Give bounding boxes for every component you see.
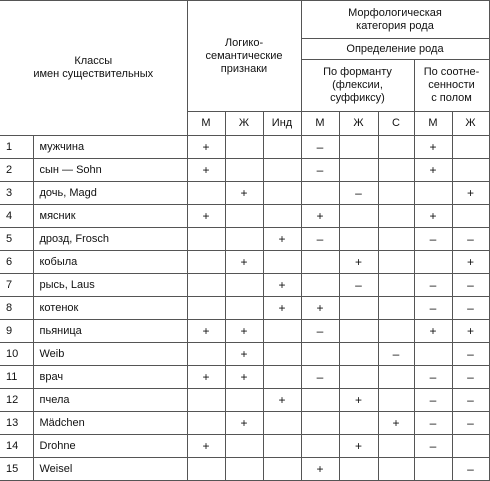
mark-logic-m	[187, 297, 225, 320]
mark-formant-m	[301, 251, 339, 274]
mark-formant-n	[378, 389, 414, 412]
mark-sex-f: +	[452, 320, 489, 343]
mark-formant-m: –	[301, 228, 339, 251]
table-body	[0, 136, 489, 481]
header-morphological: Морфологическая категория рода	[301, 1, 489, 39]
mark-logic-ind	[263, 251, 301, 274]
table-row	[0, 274, 489, 297]
mark-formant-n	[378, 366, 414, 389]
row-number: 1	[0, 136, 33, 159]
table-row	[0, 412, 489, 435]
row-noun: дочь, Magd	[33, 182, 187, 205]
mark-logic-m	[187, 251, 225, 274]
mark-logic-ind	[263, 366, 301, 389]
mark-logic-m	[187, 182, 225, 205]
mark-formant-f: +	[339, 389, 378, 412]
mark-formant-m: –	[301, 136, 339, 159]
mark-formant-f	[339, 297, 378, 320]
row-number: 13	[0, 412, 33, 435]
mark-logic-f: +	[225, 343, 263, 366]
mark-logic-m: +	[187, 366, 225, 389]
header-gender-determination: Определение рода	[301, 39, 489, 60]
mark-sex-m: –	[414, 412, 452, 435]
mark-logic-ind	[263, 412, 301, 435]
mark-formant-m: +	[301, 205, 339, 228]
row-number: 9	[0, 320, 33, 343]
table-row	[0, 458, 489, 481]
mark-formant-n	[378, 458, 414, 481]
mark-logic-m	[187, 228, 225, 251]
table-row	[0, 228, 489, 251]
mark-logic-f: +	[225, 182, 263, 205]
mark-formant-n: –	[378, 343, 414, 366]
mark-logic-f	[225, 136, 263, 159]
subheader-sex-f: Ж	[452, 112, 489, 136]
row-noun: врач	[33, 366, 187, 389]
mark-formant-m	[301, 182, 339, 205]
mark-logic-m	[187, 343, 225, 366]
mark-logic-m: +	[187, 159, 225, 182]
mark-sex-f	[452, 435, 489, 458]
mark-logic-f	[225, 205, 263, 228]
mark-logic-m: +	[187, 136, 225, 159]
mark-logic-m: +	[187, 320, 225, 343]
mark-logic-ind	[263, 435, 301, 458]
mark-formant-n	[378, 435, 414, 458]
subheader-sex-m: М	[414, 112, 452, 136]
mark-formant-f: –	[339, 274, 378, 297]
mark-formant-n	[378, 159, 414, 182]
row-number: 12	[0, 389, 33, 412]
mark-logic-f	[225, 274, 263, 297]
row-noun: пчела	[33, 389, 187, 412]
mark-formant-f	[339, 343, 378, 366]
mark-sex-m: +	[414, 136, 452, 159]
mark-logic-m	[187, 274, 225, 297]
subheader-formant-f: Ж	[339, 112, 378, 136]
row-noun: мясник	[33, 205, 187, 228]
mark-formant-f	[339, 228, 378, 251]
mark-logic-f: +	[225, 366, 263, 389]
mark-sex-m	[414, 251, 452, 274]
mark-logic-ind	[263, 343, 301, 366]
row-number: 2	[0, 159, 33, 182]
mark-sex-m: –	[414, 366, 452, 389]
mark-sex-m: +	[414, 205, 452, 228]
mark-formant-m: +	[301, 297, 339, 320]
mark-sex-f: –	[452, 274, 489, 297]
mark-formant-m	[301, 343, 339, 366]
mark-logic-ind	[263, 458, 301, 481]
row-noun: рысь, Laus	[33, 274, 187, 297]
mark-sex-f	[452, 205, 489, 228]
mark-sex-f: –	[452, 458, 489, 481]
row-number: 6	[0, 251, 33, 274]
row-noun: кобыла	[33, 251, 187, 274]
mark-logic-m	[187, 412, 225, 435]
mark-formant-m: +	[301, 458, 339, 481]
mark-formant-f: +	[339, 435, 378, 458]
mark-formant-n	[378, 274, 414, 297]
mark-sex-m: +	[414, 159, 452, 182]
mark-sex-f: +	[452, 182, 489, 205]
mark-logic-ind	[263, 136, 301, 159]
row-number: 8	[0, 297, 33, 320]
mark-logic-ind	[263, 205, 301, 228]
mark-formant-n	[378, 251, 414, 274]
row-noun: Weib	[33, 343, 187, 366]
mark-formant-m: –	[301, 366, 339, 389]
mark-formant-f	[339, 366, 378, 389]
mark-sex-m	[414, 182, 452, 205]
subheader-logic-m: М	[187, 112, 225, 136]
mark-formant-n: +	[378, 412, 414, 435]
mark-sex-m	[414, 343, 452, 366]
row-noun: Weisel	[33, 458, 187, 481]
mark-formant-m: –	[301, 159, 339, 182]
mark-logic-f: +	[225, 251, 263, 274]
mark-logic-f	[225, 297, 263, 320]
table-row	[0, 136, 489, 159]
row-number: 5	[0, 228, 33, 251]
table-row	[0, 320, 489, 343]
row-number: 10	[0, 343, 33, 366]
header-logical-semantic: Логико- семантические признаки	[187, 1, 301, 112]
mark-sex-f: –	[452, 366, 489, 389]
mark-formant-f	[339, 412, 378, 435]
mark-formant-f: –	[339, 182, 378, 205]
row-number: 11	[0, 366, 33, 389]
mark-sex-m: +	[414, 320, 452, 343]
mark-formant-m	[301, 435, 339, 458]
mark-formant-m	[301, 274, 339, 297]
header-by-sex: По соотне- сенности с полом	[414, 60, 489, 112]
mark-sex-m	[414, 458, 452, 481]
mark-formant-n	[378, 182, 414, 205]
mark-formant-n	[378, 228, 414, 251]
mark-logic-ind: +	[263, 297, 301, 320]
mark-logic-f	[225, 435, 263, 458]
subheader-formant-m: М	[301, 112, 339, 136]
row-number: 4	[0, 205, 33, 228]
mark-sex-m: –	[414, 435, 452, 458]
mark-sex-m: –	[414, 389, 452, 412]
mark-logic-f: +	[225, 412, 263, 435]
table-row	[0, 343, 489, 366]
mark-formant-f: +	[339, 251, 378, 274]
mark-formant-n	[378, 136, 414, 159]
mark-logic-ind	[263, 159, 301, 182]
mark-logic-m: +	[187, 435, 225, 458]
mark-formant-n	[378, 297, 414, 320]
subheader-formant-n: С	[378, 112, 414, 136]
mark-formant-f	[339, 136, 378, 159]
mark-logic-ind: +	[263, 389, 301, 412]
row-noun: пьяница	[33, 320, 187, 343]
mark-sex-f: –	[452, 228, 489, 251]
mark-logic-ind: +	[263, 228, 301, 251]
mark-sex-f: +	[452, 251, 489, 274]
table-row	[0, 251, 489, 274]
table-row	[0, 389, 489, 412]
table-row	[0, 159, 489, 182]
row-noun: Drohne	[33, 435, 187, 458]
mark-formant-m: –	[301, 320, 339, 343]
mark-formant-f	[339, 159, 378, 182]
row-number: 7	[0, 274, 33, 297]
row-noun: сын — Sohn	[33, 159, 187, 182]
mark-logic-f: +	[225, 320, 263, 343]
mark-sex-m: –	[414, 297, 452, 320]
mark-formant-n	[378, 320, 414, 343]
table-row	[0, 182, 489, 205]
header-by-formant: По форманту (флексии, суффиксу)	[301, 60, 414, 112]
row-number: 14	[0, 435, 33, 458]
mark-sex-f: –	[452, 389, 489, 412]
mark-formant-m	[301, 389, 339, 412]
table-row	[0, 297, 489, 320]
mark-sex-f	[452, 136, 489, 159]
mark-formant-m	[301, 412, 339, 435]
mark-logic-f	[225, 228, 263, 251]
mark-logic-ind	[263, 320, 301, 343]
row-noun: мужчина	[33, 136, 187, 159]
mark-sex-f: –	[452, 412, 489, 435]
mark-logic-f	[225, 159, 263, 182]
table-row	[0, 205, 489, 228]
mark-sex-f	[452, 159, 489, 182]
mark-sex-m: –	[414, 274, 452, 297]
row-number: 15	[0, 458, 33, 481]
mark-formant-f	[339, 205, 378, 228]
subheader-logic-f: Ж	[225, 112, 263, 136]
row-noun: котенок	[33, 297, 187, 320]
mark-logic-ind	[263, 182, 301, 205]
mark-sex-f: –	[452, 297, 489, 320]
mark-formant-f	[339, 458, 378, 481]
row-noun: дрозд, Frosch	[33, 228, 187, 251]
mark-formant-f	[339, 320, 378, 343]
mark-logic-m	[187, 389, 225, 412]
mark-sex-m: –	[414, 228, 452, 251]
table-header	[0, 1, 489, 136]
table-row	[0, 366, 489, 389]
mark-logic-f	[225, 458, 263, 481]
mark-logic-f	[225, 389, 263, 412]
table-row	[0, 435, 489, 458]
mark-logic-m: +	[187, 205, 225, 228]
mark-formant-n	[378, 205, 414, 228]
row-number: 3	[0, 182, 33, 205]
mark-logic-m	[187, 458, 225, 481]
mark-sex-f: –	[452, 343, 489, 366]
header-classes: Классы имен существительных	[0, 1, 187, 136]
row-noun: Mädchen	[33, 412, 187, 435]
subheader-logic-ind: Инд	[263, 112, 301, 136]
mark-logic-ind: +	[263, 274, 301, 297]
